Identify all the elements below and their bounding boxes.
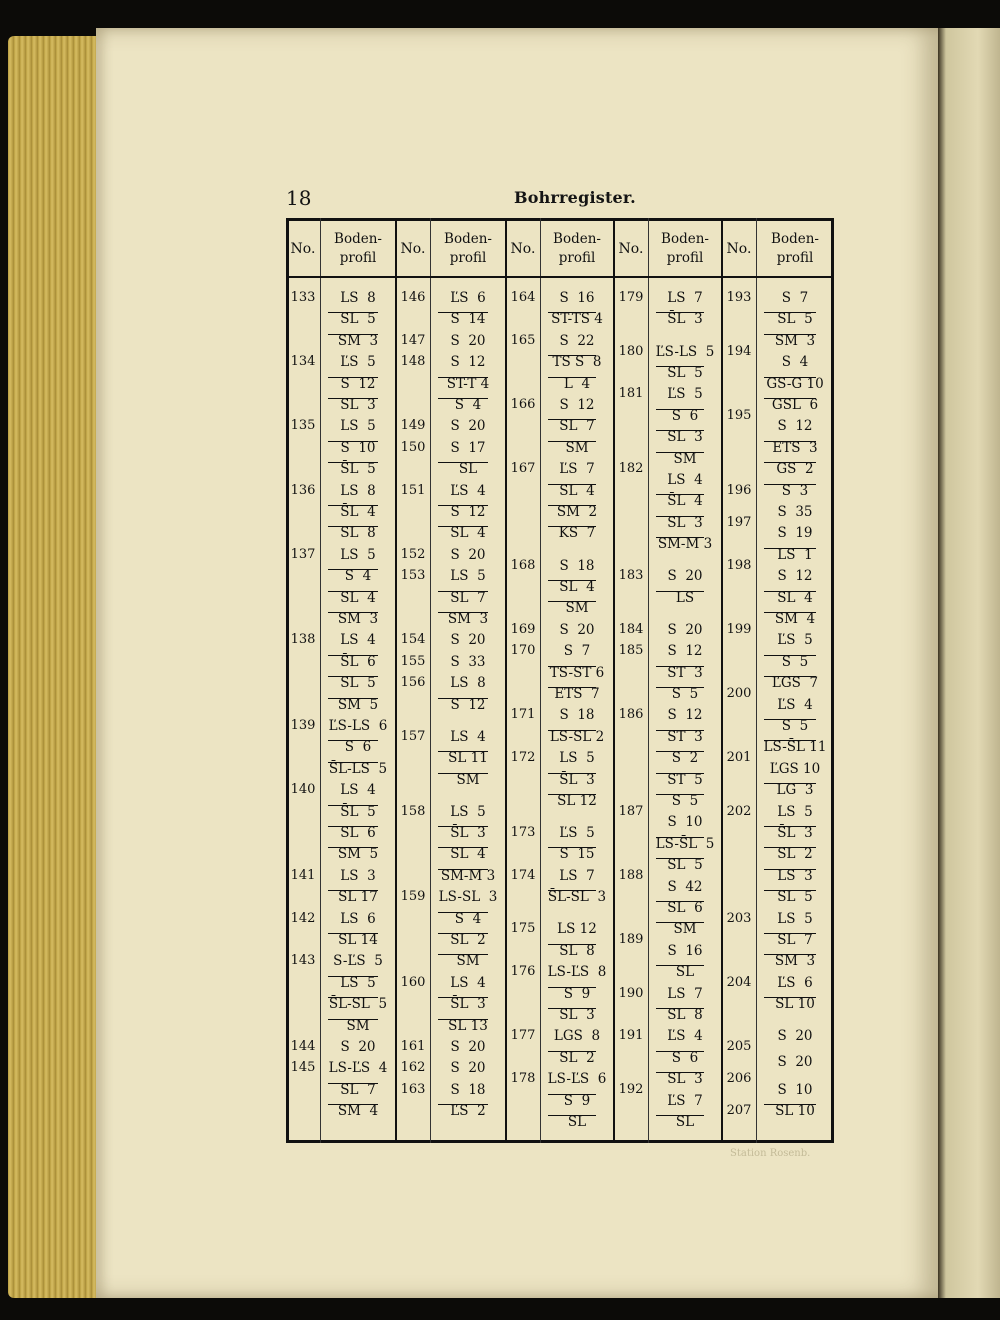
boring-number: 158 xyxy=(400,803,426,819)
soil-layer: S 20 xyxy=(777,1053,813,1070)
header-no: No. xyxy=(290,240,316,257)
boring-number: 161 xyxy=(400,1039,426,1054)
soil-layer: S̄L 3 xyxy=(450,996,486,1013)
soil-layer: S 10 xyxy=(667,814,703,831)
boring-number: 171 xyxy=(510,707,536,723)
soil-layer: S 10 xyxy=(340,439,376,456)
soil-layer: ĽS 6 xyxy=(450,290,486,306)
boring-number: 162 xyxy=(400,1060,426,1076)
boring-number: 170 xyxy=(510,643,536,659)
soil-layer: GSL 6 xyxy=(771,397,819,413)
soil-layer: ĽS 2 xyxy=(450,1103,486,1120)
soil-layer: LS 5 xyxy=(777,910,813,927)
soil-layer: GS 2 xyxy=(776,461,814,478)
header-bodenprofil xyxy=(540,224,614,274)
soil-layer: SL 4 xyxy=(559,578,595,595)
boring-number: 150 xyxy=(400,439,426,455)
boring-number: 193 xyxy=(726,290,752,305)
boring-number: 200 xyxy=(726,685,752,701)
soil-layer: S 20 xyxy=(450,632,486,649)
soil-layer: S 6 xyxy=(671,407,699,424)
soil-layer: SM 4 xyxy=(337,1103,379,1120)
soil-layer: S 4 xyxy=(781,354,809,371)
soil-layer: S 15 xyxy=(559,846,595,863)
soil-layer: S 19 xyxy=(777,525,813,542)
boring-number: 202 xyxy=(726,803,752,819)
boring-number: 175 xyxy=(510,921,536,937)
boring-number: 196 xyxy=(726,482,752,498)
soil-layer: LS 4 xyxy=(667,471,703,488)
boring-number: 164 xyxy=(510,290,536,305)
header-line: profil xyxy=(558,250,596,266)
soil-layer: S 12 xyxy=(667,643,703,660)
soil-layer: LS-ĽS 8 xyxy=(547,964,607,981)
soil-layer: SM xyxy=(673,450,697,467)
soil-layer: SM xyxy=(456,953,480,970)
soil-layer: S 17 xyxy=(450,439,486,456)
soil-layer: LS 4 xyxy=(450,974,486,991)
boring-number: 144 xyxy=(290,1039,316,1054)
soil-layer: LS 5 xyxy=(450,568,486,585)
soil-layer: SL 5 xyxy=(340,675,376,692)
header-bodenprofil xyxy=(320,224,396,274)
soil-layer: S 10 xyxy=(777,1081,813,1098)
soil-layer: SL 2 xyxy=(559,1049,595,1066)
soil-layer: SL 6 xyxy=(667,899,703,916)
boring-number: 201 xyxy=(726,750,752,766)
boring-number: 207 xyxy=(726,1103,752,1119)
soil-layer: SM 3 xyxy=(774,953,816,970)
header-no: No. xyxy=(618,240,644,257)
soil-layer: SL 2 xyxy=(777,846,813,863)
boring-number: 146 xyxy=(400,290,426,305)
soil-layer: ST 3 xyxy=(667,728,703,745)
soil-layer: S̄L 3 xyxy=(667,311,703,328)
soil-layer: SM xyxy=(673,921,697,938)
faint-footer-stamp: Station Rosenb. xyxy=(730,1148,811,1159)
soil-layer: S 18 xyxy=(559,707,595,724)
soil-layer: S 14 xyxy=(450,311,486,328)
soil-layer: S 4 xyxy=(344,568,372,585)
soil-layer: SL 6 xyxy=(340,825,376,841)
soil-layer: SL xyxy=(675,964,695,981)
soil-layer: ĽS-LS 5 xyxy=(655,343,715,360)
soil-layer: SL 4 xyxy=(450,846,486,863)
soil-layer: S 18 xyxy=(559,557,595,574)
soil-layer: LS xyxy=(675,589,695,606)
soil-layer: S̄L-SL 5 xyxy=(328,996,388,1013)
soil-layer: LS 12 xyxy=(557,921,597,938)
soil-layer: S̄L-SL 3 xyxy=(547,889,607,906)
soil-layer: S̄L 3 xyxy=(450,825,486,841)
header-no: No. xyxy=(726,240,752,257)
soil-layer: SL 5 xyxy=(667,364,703,381)
boring-number: 166 xyxy=(510,397,536,412)
soil-layer: S 12 xyxy=(450,504,486,520)
soil-layer: S 20 xyxy=(667,621,703,638)
boring-number: 155 xyxy=(400,653,426,669)
soil-layer: S 42 xyxy=(667,878,703,895)
soil-layer: ĽS 7 xyxy=(667,1092,703,1109)
soil-layer: S 20 xyxy=(667,568,703,585)
soil-layer: ST-TS 4 xyxy=(551,311,603,328)
soil-layer: SM xyxy=(565,600,589,617)
soil-layer: LS 7 xyxy=(667,985,703,1002)
soil-layer: SM xyxy=(565,439,589,456)
soil-layer: ETS 3 xyxy=(772,439,818,456)
soil-layer: SM 5 xyxy=(337,846,379,863)
boring-number: 157 xyxy=(400,728,426,744)
soil-layer: SL 5 xyxy=(777,311,813,328)
soil-layer: ST 3 xyxy=(667,664,703,681)
soil-layer: LS-ĽS 6 xyxy=(547,1071,607,1088)
boring-number: 199 xyxy=(726,621,752,637)
soil-layer: S 22 xyxy=(559,332,595,349)
column-divider xyxy=(505,218,507,1143)
soil-layer: ĽS 6 xyxy=(777,974,813,991)
soil-layer: S 33 xyxy=(450,653,486,670)
boring-number: 151 xyxy=(400,482,426,498)
soil-layer: ĽS 7 xyxy=(559,461,595,478)
soil-layer: S̄L 6 xyxy=(340,653,376,670)
soil-layer: ĽS 5 xyxy=(340,354,376,371)
no-column-divider xyxy=(320,218,321,1143)
soil-layer: SL 14 xyxy=(338,932,378,948)
boring-number: 133 xyxy=(290,290,316,305)
soil-layer: LS-S̄L 11 xyxy=(763,739,827,756)
boring-number: 138 xyxy=(290,632,316,648)
boring-number: 197 xyxy=(726,514,752,530)
boring-number: 153 xyxy=(400,568,426,584)
header-bodenprofil xyxy=(430,224,506,274)
header-line: profil xyxy=(449,250,487,266)
boring-number: 167 xyxy=(510,461,536,477)
soil-layer: SL 7 xyxy=(777,932,813,948)
header-line: profil xyxy=(666,250,704,266)
soil-layer: LG 3 xyxy=(776,782,814,799)
boring-number: 194 xyxy=(726,343,752,359)
soil-layer: S 4 xyxy=(454,397,482,413)
no-column-divider xyxy=(756,218,757,1143)
soil-layer: S 12 xyxy=(777,418,813,435)
header-bodenprofil xyxy=(756,224,834,274)
soil-layer: LS 5 xyxy=(450,803,486,820)
soil-layer: SL 3 xyxy=(667,514,703,531)
page-number: 18 xyxy=(286,186,312,210)
soil-layer: S̄L 3 xyxy=(777,825,813,841)
soil-layer: S 18 xyxy=(450,1081,486,1098)
soil-layer: SM 3 xyxy=(337,611,379,627)
boring-number: 160 xyxy=(400,974,426,990)
boring-number: 165 xyxy=(510,332,536,348)
soil-layer: S 12 xyxy=(667,707,703,724)
soil-layer: SL 4 xyxy=(559,482,595,499)
boring-number: 191 xyxy=(618,1028,644,1044)
soil-layer: SL 4 xyxy=(340,589,376,606)
soil-layer: SM-M 3 xyxy=(440,867,496,884)
boring-number: 183 xyxy=(618,568,644,584)
soil-layer: LS 7 xyxy=(559,867,595,884)
soil-layer: TS S 8 xyxy=(552,354,602,371)
soil-layer: S 4 xyxy=(454,910,482,927)
soil-layer: LS 8 xyxy=(340,290,376,306)
soil-layer: S 5 xyxy=(781,653,809,670)
soil-layer: SM 3 xyxy=(337,332,379,349)
boring-number: 181 xyxy=(618,386,644,402)
soil-layer: S 12 xyxy=(777,568,813,585)
boring-number: 145 xyxy=(290,1060,316,1076)
soil-layer: LS 8 xyxy=(450,675,486,692)
soil-layer: S 9 xyxy=(563,985,591,1002)
soil-layer: SM-M 3 xyxy=(657,536,713,553)
soil-layer: S 12 xyxy=(559,397,595,413)
soil-layer: S̄L-LS 5 xyxy=(328,760,388,777)
boring-number: 206 xyxy=(726,1071,752,1087)
soil-layer: SL 8 xyxy=(340,525,376,542)
boring-number: 148 xyxy=(400,354,426,370)
soil-layer: S 7 xyxy=(563,643,591,660)
soil-layer: ĽS 4 xyxy=(667,1028,703,1045)
boring-number: 204 xyxy=(726,974,752,990)
boring-number: 180 xyxy=(618,343,644,359)
header-no: No. xyxy=(400,240,426,257)
header-line: Boden- xyxy=(661,231,709,247)
boring-number: 186 xyxy=(618,707,644,723)
soil-layer: ĽGS 10 xyxy=(769,760,821,777)
soil-layer: LS 1 xyxy=(777,546,813,563)
soil-layer: SM 5 xyxy=(337,696,379,713)
soil-layer: SL 7 xyxy=(450,589,486,606)
soil-layer: SL 13 xyxy=(448,1017,488,1034)
soil-layer: ĽS 4 xyxy=(450,482,486,499)
boring-number: 203 xyxy=(726,910,752,926)
soil-layer: SM 2 xyxy=(556,504,598,520)
soil-layer: LS 3 xyxy=(777,867,813,884)
header-line: Boden- xyxy=(771,231,819,247)
soil-layer: LS-SL 2 xyxy=(549,728,605,745)
soil-layer: ST-T 4 xyxy=(446,375,490,392)
boring-number: 169 xyxy=(510,621,536,637)
soil-layer: SM 3 xyxy=(447,611,489,627)
boring-number: 205 xyxy=(726,1039,752,1054)
header-line: Boden- xyxy=(553,231,601,247)
boring-number: 173 xyxy=(510,825,536,840)
soil-layer: GS-G 10 xyxy=(766,375,824,392)
soil-layer: ĽS 4 xyxy=(777,696,813,713)
boring-number: 176 xyxy=(510,964,536,980)
soil-layer: SL 8 xyxy=(667,1006,703,1023)
soil-layer: SL 4 xyxy=(777,589,813,606)
soil-layer: TS-ST 6 xyxy=(549,664,605,681)
soil-layer: SL 4 xyxy=(450,525,486,542)
header-line: profil xyxy=(339,250,377,266)
soil-layer: LS 4 xyxy=(340,632,376,649)
header-bodenprofil xyxy=(648,224,722,274)
boring-number: 139 xyxy=(290,718,316,733)
soil-layer: S 20 xyxy=(450,1060,486,1077)
soil-layer: SM xyxy=(456,771,480,788)
soil-layer: S 5 xyxy=(671,792,699,809)
boring-number: 188 xyxy=(618,867,644,883)
soil-layer: ETS 7 xyxy=(554,685,600,702)
soil-layer: S 3 xyxy=(781,482,809,499)
soil-layer: LS 8 xyxy=(340,482,376,499)
soil-layer: SL 12 xyxy=(557,792,597,809)
boring-number: 195 xyxy=(726,407,752,423)
soil-layer: S̄L 5 xyxy=(340,803,376,820)
boring-number: 156 xyxy=(400,675,426,691)
boring-number: 190 xyxy=(618,985,644,1001)
soil-layer: SL 5 xyxy=(340,311,376,328)
soil-layer: LS 3 xyxy=(340,867,376,884)
soil-layer: LS 5 xyxy=(340,418,376,435)
soil-layer: LS 5 xyxy=(559,750,595,767)
soil-layer: SL 7 xyxy=(559,418,595,435)
soil-layer: S 6 xyxy=(671,1049,699,1066)
book-page-edges xyxy=(8,36,100,1298)
header-line: Boden- xyxy=(334,231,382,247)
boring-number: 172 xyxy=(510,750,536,766)
header-rule xyxy=(286,276,834,278)
soil-layer: S̄L 4 xyxy=(340,504,376,520)
soil-layer: S 5 xyxy=(671,685,699,702)
soil-layer: SL 10 xyxy=(775,1103,815,1120)
boring-number: 134 xyxy=(290,354,316,370)
soil-layer: SM 4 xyxy=(774,611,816,627)
soil-layer: SM xyxy=(346,1017,370,1034)
soil-layer: LS-ĽS 4 xyxy=(328,1060,388,1077)
soil-layer: S 20 xyxy=(450,1039,486,1055)
soil-layer: KS 7 xyxy=(558,525,596,542)
soil-layer: S 20 xyxy=(340,1039,376,1055)
soil-layer: SL 3 xyxy=(340,397,376,413)
soil-layer: LS-SL 3 xyxy=(438,889,498,906)
boring-number: 135 xyxy=(290,418,316,434)
soil-layer: LS 5 xyxy=(340,546,376,563)
soil-layer: ĽGS 7 xyxy=(771,675,819,692)
boring-number: 136 xyxy=(290,482,316,498)
page-title: Bohrregister. xyxy=(514,188,636,207)
soil-layer: SL 3 xyxy=(559,1006,595,1023)
soil-layer: ĽS 5 xyxy=(667,386,703,403)
soil-layer: S 20 xyxy=(450,332,486,349)
soil-layer: SL 3 xyxy=(667,429,703,446)
soil-layer: S 35 xyxy=(777,504,813,520)
soil-layer: S 16 xyxy=(559,290,595,306)
soil-layer: SL 5 xyxy=(667,857,703,874)
soil-layer: SM 3 xyxy=(774,332,816,349)
boring-number: 198 xyxy=(726,557,752,573)
soil-layer: S 12 xyxy=(450,354,486,371)
boring-number: 185 xyxy=(618,643,644,659)
boring-number: 142 xyxy=(290,910,316,926)
boring-number: 184 xyxy=(618,621,644,637)
boring-number: 143 xyxy=(290,953,316,969)
soil-layer: SL xyxy=(458,461,478,478)
soil-layer: LS-S̄L 5 xyxy=(655,835,715,852)
boring-number: 163 xyxy=(400,1081,426,1097)
soil-layer: SL xyxy=(675,1113,695,1130)
boring-number: 137 xyxy=(290,546,316,562)
soil-layer: LS 5 xyxy=(777,803,813,820)
boring-number: 152 xyxy=(400,546,426,562)
soil-layer: S 7 xyxy=(781,290,809,306)
no-column-divider xyxy=(430,218,431,1143)
soil-layer: ĽS 5 xyxy=(559,825,595,841)
soil-layer: L 4 xyxy=(563,375,591,392)
soil-layer: SL xyxy=(567,1113,587,1130)
soil-layer: SL 8 xyxy=(559,942,595,959)
soil-layer: LS 6 xyxy=(340,910,376,927)
boring-number: 174 xyxy=(510,867,536,883)
boring-number: 159 xyxy=(400,889,426,905)
soil-layer: ĽS 5 xyxy=(777,632,813,649)
soil-layer: SL 11 xyxy=(448,750,488,767)
soil-layer: S 20 xyxy=(559,621,595,638)
soil-layer: S 16 xyxy=(667,942,703,959)
soil-layer: ĽS-LS 6 xyxy=(328,718,388,734)
soil-layer: S 20 xyxy=(777,1028,813,1045)
soil-layer: S 20 xyxy=(450,546,486,563)
soil-layer: LS 7 xyxy=(667,290,703,306)
soil-layer: LS 4 xyxy=(450,728,486,745)
facing-page-edge xyxy=(938,28,1000,1298)
soil-layer: S̄L 3 xyxy=(559,771,595,788)
boring-number: 147 xyxy=(400,332,426,348)
soil-layer: SL 5 xyxy=(777,889,813,906)
boring-number: 187 xyxy=(618,803,644,819)
header-line: profil xyxy=(776,250,814,266)
soil-layer: S 6 xyxy=(344,739,372,756)
soil-layer: SL 7 xyxy=(340,1081,376,1098)
soil-layer: SL 10 xyxy=(775,996,815,1013)
soil-layer: LS 4 xyxy=(340,782,376,799)
soil-layer: LGS 8 xyxy=(553,1028,601,1045)
boring-number: 179 xyxy=(618,290,644,305)
boring-number: 168 xyxy=(510,557,536,573)
soil-layer: SL 2 xyxy=(450,932,486,948)
boring-number: 189 xyxy=(618,932,644,947)
header-line: Boden- xyxy=(444,231,492,247)
soil-layer: LS 5 xyxy=(340,974,376,991)
soil-layer: S 5 xyxy=(781,718,809,734)
boring-number: 141 xyxy=(290,867,316,883)
no-column-divider xyxy=(648,218,649,1143)
no-column-divider xyxy=(540,218,541,1143)
boring-number: 192 xyxy=(618,1081,644,1097)
boring-number: 140 xyxy=(290,782,316,798)
soil-layer: S 2 xyxy=(671,750,699,767)
boring-number: 178 xyxy=(510,1071,536,1087)
boring-number: 154 xyxy=(400,632,426,648)
soil-layer: SL 3 xyxy=(667,1071,703,1088)
soil-layer: S 9 xyxy=(563,1092,591,1109)
soil-layer: S 20 xyxy=(450,418,486,435)
boring-number: 177 xyxy=(510,1028,536,1044)
soil-layer: S̄L 4 xyxy=(667,493,703,510)
soil-layer: S̄L 5 xyxy=(340,461,376,478)
boring-number: 182 xyxy=(618,461,644,477)
soil-layer: ST 5 xyxy=(667,771,703,788)
soil-layer: S 12 xyxy=(340,375,376,392)
soil-layer: SL 17 xyxy=(338,889,378,906)
soil-layer: S 12 xyxy=(450,696,486,713)
header-no: No. xyxy=(510,240,536,257)
boring-number: 149 xyxy=(400,418,426,434)
soil-layer: S-ĽS 5 xyxy=(333,953,383,970)
